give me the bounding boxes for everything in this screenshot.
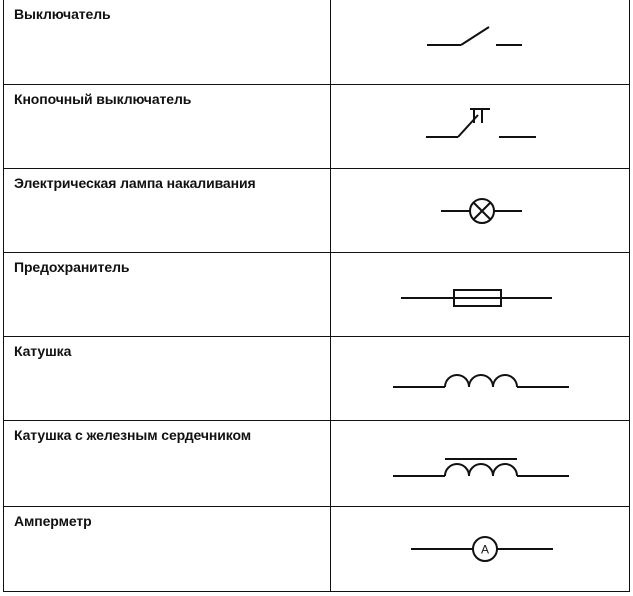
ammeter-icon bbox=[331, 507, 628, 593]
table-row bbox=[4, 252, 629, 336]
name-cell bbox=[4, 421, 331, 506]
name-cell bbox=[4, 507, 331, 592]
table-row bbox=[4, 168, 629, 252]
row-label: Катушка bbox=[14, 343, 72, 359]
table-row bbox=[4, 0, 629, 84]
name-cell bbox=[4, 85, 331, 168]
name-cell bbox=[4, 337, 331, 420]
table-row bbox=[4, 84, 629, 168]
symbol-cell bbox=[331, 253, 629, 336]
name-cell bbox=[4, 169, 331, 252]
symbol-cell bbox=[331, 0, 629, 84]
row-label: Электрическая лампа накаливания bbox=[14, 175, 256, 191]
symbol-cell bbox=[331, 507, 629, 592]
row-label: Предохранитель bbox=[14, 259, 130, 275]
ammeter-letter: A bbox=[480, 542, 490, 557]
symbols-table bbox=[3, 0, 630, 592]
push-button-switch-icon bbox=[331, 85, 628, 169]
row-label: Катушка с железным сердечником bbox=[14, 427, 251, 443]
symbol-cell bbox=[331, 169, 629, 252]
symbol-cell bbox=[331, 85, 629, 168]
switch-icon bbox=[331, 0, 628, 84]
row-label: Кнопочный выключатель bbox=[14, 91, 192, 107]
table-row bbox=[4, 420, 629, 506]
table-row bbox=[4, 506, 629, 592]
coil-icon bbox=[331, 337, 628, 421]
table-row bbox=[4, 336, 629, 420]
symbol-cell bbox=[331, 337, 629, 420]
name-cell bbox=[4, 253, 331, 336]
symbol-cell bbox=[331, 421, 629, 506]
iron-core-coil-icon bbox=[331, 421, 628, 507]
name-cell bbox=[4, 0, 331, 84]
row-label: Амперметр bbox=[14, 513, 92, 529]
lamp-icon bbox=[331, 169, 628, 253]
fuse-icon bbox=[331, 253, 628, 337]
row-label: Выключатель bbox=[14, 6, 111, 22]
